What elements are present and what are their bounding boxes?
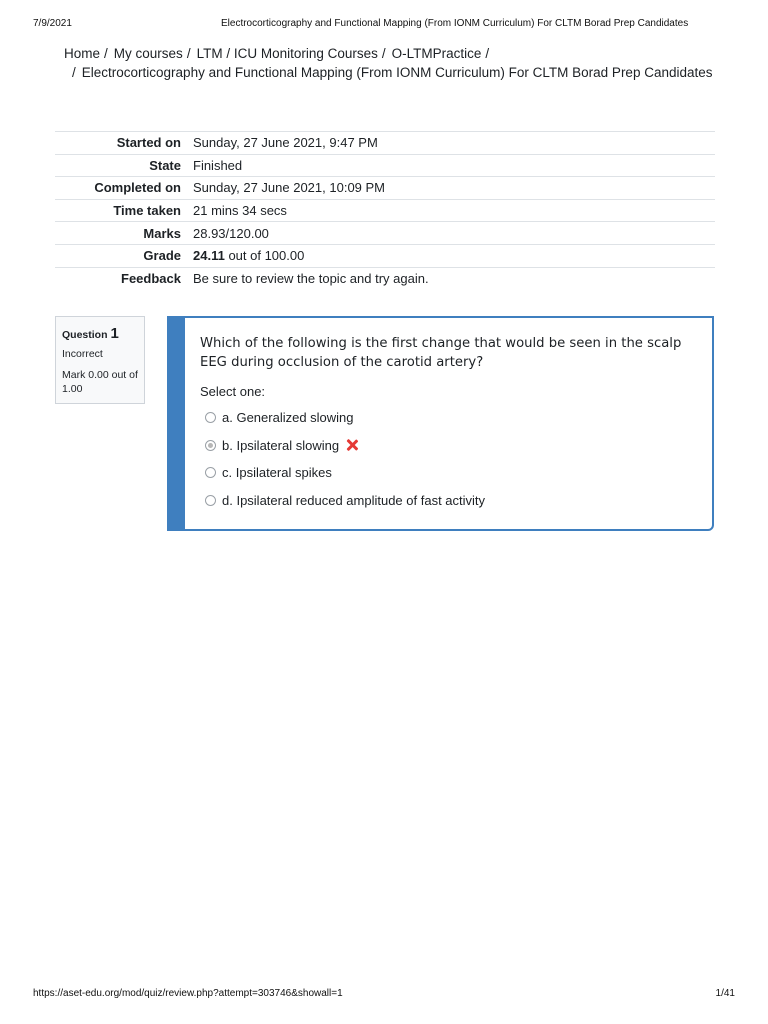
print-title: Electrocorticography and Functional Mapping (From IONM Curriculum) For CLTM Borad Prep Candidates bbox=[221, 18, 689, 29]
summary-value: Sunday, 27 June 2021, 10:09 PM bbox=[193, 177, 715, 200]
print-url: https://aset-edu.org/mod/quiz/review.php?attempt=303746&showall=1 bbox=[33, 988, 343, 999]
summary-label: Started on bbox=[55, 132, 193, 155]
question-mark: Mark 0.00 out of 1.00 bbox=[62, 369, 138, 395]
answer-option-c[interactable] bbox=[205, 459, 485, 487]
breadcrumb-separator: / bbox=[485, 46, 490, 61]
breadcrumb-my-courses[interactable]: My courses bbox=[113, 46, 183, 61]
question-number-value: 1 bbox=[110, 325, 119, 342]
breadcrumb-home[interactable]: Home bbox=[64, 46, 101, 61]
summary-row-marks bbox=[55, 222, 715, 245]
grade-score: 24.11 bbox=[193, 248, 225, 264]
summary-value: Sunday, 27 June 2021, 9:47 PM bbox=[193, 132, 715, 155]
radio-button[interactable] bbox=[205, 467, 216, 478]
summary-value: 28.93/120.00 bbox=[193, 222, 715, 245]
breadcrumb-ltm-icu-courses[interactable]: LTM / ICU Monitoring Courses bbox=[196, 46, 378, 61]
summary-label: Time taken bbox=[55, 199, 193, 222]
answer-text: b. Ipsilateral slowing bbox=[222, 437, 340, 453]
question-text: Which of the following is the first change that would be seen in the scalp EEG during occlusion of the carotid artery? bbox=[200, 336, 682, 370]
print-footer bbox=[33, 988, 735, 1002]
print-date: 7/9/2021 bbox=[33, 18, 72, 29]
question-label: Question bbox=[62, 329, 108, 341]
question-state: Incorrect bbox=[62, 348, 103, 360]
summary-value bbox=[193, 244, 715, 267]
question-info-box bbox=[55, 316, 145, 404]
radio-button[interactable] bbox=[205, 495, 216, 506]
summary-row-feedback bbox=[55, 267, 715, 289]
grade-out-of: out of 100.00 bbox=[224, 248, 305, 264]
summary-label: Grade bbox=[55, 244, 193, 267]
breadcrumb-o-ltmpractice[interactable]: O-LTMPractice bbox=[391, 46, 482, 61]
summary-row-completed-on bbox=[55, 177, 715, 200]
answer-option-b[interactable] bbox=[205, 432, 485, 460]
print-page-number: 1/41 bbox=[715, 988, 735, 999]
summary-row-time-taken bbox=[55, 199, 715, 222]
answer-option-a[interactable] bbox=[205, 404, 485, 432]
summary-row-grade bbox=[55, 244, 715, 267]
incorrect-x-icon bbox=[345, 438, 359, 452]
summary-value: Finished bbox=[193, 154, 715, 177]
radio-button[interactable] bbox=[205, 412, 216, 423]
summary-row-started-on bbox=[55, 132, 715, 155]
summary-value: Be sure to review the topic and try again. bbox=[193, 267, 715, 289]
breadcrumb-separator: / bbox=[72, 65, 76, 80]
summary-label: Completed on bbox=[55, 177, 193, 200]
breadcrumb-separator: / bbox=[381, 46, 386, 61]
radio-button-selected[interactable] bbox=[205, 440, 216, 451]
breadcrumb-separator: / bbox=[186, 46, 191, 61]
answer-list bbox=[205, 404, 485, 514]
breadcrumb bbox=[64, 44, 724, 82]
answer-text: d. Ipsilateral reduced amplitude of fast activity bbox=[222, 492, 486, 508]
answer-option-d[interactable] bbox=[205, 487, 485, 515]
summary-row-state bbox=[55, 154, 715, 177]
answer-text: c. Ipsilateral spikes bbox=[222, 465, 332, 481]
breadcrumb-separator: / bbox=[104, 46, 108, 61]
answer-text: a. Generalized slowing bbox=[222, 410, 354, 426]
breadcrumb-quiz-title[interactable]: Electrocorticography and Functional Mapping (From IONM Curriculum) For CLTM Borad Prep Candidates bbox=[81, 65, 713, 80]
select-one-prompt: Select one: bbox=[200, 384, 266, 399]
summary-label: Feedback bbox=[55, 267, 193, 289]
question-number bbox=[62, 325, 138, 342]
summary-label: State bbox=[55, 154, 193, 177]
summary-value: 21 mins 34 secs bbox=[193, 199, 715, 222]
question-card bbox=[167, 316, 714, 531]
print-header bbox=[33, 18, 741, 32]
attempt-summary-table bbox=[55, 131, 715, 289]
summary-label: Marks bbox=[55, 222, 193, 245]
